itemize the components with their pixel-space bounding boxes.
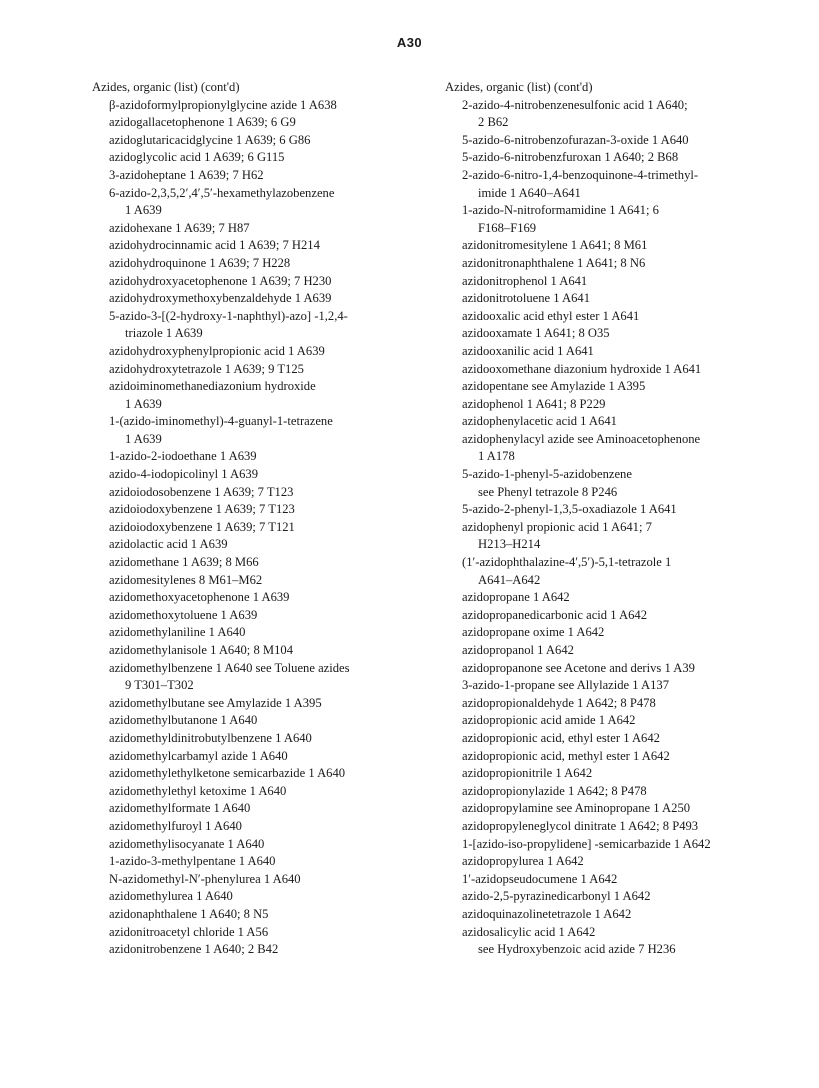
entry-text: azidopropane oxime 1 A642 <box>462 625 605 640</box>
entry-text: azidomethylbutane see Amylazide 1 A395 <box>109 695 322 710</box>
entry-text: azidoiodosobenzene 1 A639; 7 T123 <box>109 484 294 499</box>
entry-continuation: 1 A639 <box>125 203 162 218</box>
index-entry <box>445 695 785 713</box>
entry-list <box>445 97 785 959</box>
index-entry <box>92 836 422 854</box>
index-entry <box>445 818 785 836</box>
entry-text: 5-azido-1-phenyl-5-azidobenzene <box>462 467 632 482</box>
index-entry <box>445 660 785 678</box>
index-entry <box>92 220 422 238</box>
entry-text: azidomethylfuroyl 1 A640 <box>109 818 242 833</box>
entry-text: azidohydroxyacetophenone 1 A639; 7 H230 <box>109 273 332 288</box>
index-entry <box>92 888 422 906</box>
index-entry <box>92 765 422 783</box>
entry-text: N-azidomethyl-N′-phenylurea 1 A640 <box>109 871 301 886</box>
entry-text: azidopropionic acid, ethyl ester 1 A642 <box>462 730 660 745</box>
index-entry <box>445 149 785 167</box>
entry-text: azidohydrocinnamic acid 1 A639; 7 H214 <box>109 238 320 253</box>
entry-text: 5-azido-3-[(2-hydroxy-1-naphthyl)-azo] -1,2,4- <box>109 308 348 323</box>
index-entry <box>92 484 422 502</box>
index-entry <box>445 730 785 748</box>
index-entry <box>92 906 422 924</box>
index-entry <box>445 853 785 871</box>
entry-text: azidonitromesitylene 1 A641; 8 M61 <box>462 238 648 253</box>
entry-text: azidopropylurea 1 A642 <box>462 854 584 869</box>
index-entry <box>445 712 785 730</box>
index-entry <box>445 677 785 695</box>
index-entry <box>92 624 422 642</box>
index-entry <box>92 800 422 818</box>
index-entry <box>92 554 422 572</box>
entry-text: azidohydroxytetrazole 1 A639; 9 T125 <box>109 361 304 376</box>
index-entry <box>445 396 785 414</box>
index-column-right <box>445 79 785 959</box>
index-entry <box>92 97 422 115</box>
index-entry <box>445 589 785 607</box>
entry-continuation: 1 A639 <box>125 431 162 446</box>
entry-text: azidopropyleneglycol dinitrate 1 A642; 8 P493 <box>462 818 699 833</box>
entry-text: 5-azido-6-nitrobenzofurazan-3-oxide 1 A640 <box>462 132 689 147</box>
index-entry <box>92 308 422 343</box>
entry-text: azidopropionic acid amide 1 A642 <box>462 713 636 728</box>
index-column-left <box>92 79 422 959</box>
entry-text: azidomethylanisole 1 A640; 8 M104 <box>109 643 293 657</box>
entry-continuation: see Phenyl tetrazole 8 P246 <box>478 484 618 499</box>
index-entry <box>445 624 785 642</box>
entry-text: 5-azido-6-nitrobenzfuroxan 1 A640; 2 B68 <box>462 150 679 165</box>
entry-text: azidophenylacetic acid 1 A641 <box>462 414 617 429</box>
index-entry <box>92 343 422 361</box>
index-entry <box>445 202 785 237</box>
entry-continuation: H213–H214 <box>478 537 541 552</box>
entry-text: azidoiodoxybenzene 1 A639; 7 T121 <box>109 519 295 534</box>
entry-text: azidonitronaphthalene 1 A641; 8 N6 <box>462 255 646 270</box>
entry-continuation: 1 A178 <box>478 449 515 464</box>
index-entry <box>445 836 785 854</box>
entry-text: azidooxanilic acid 1 A641 <box>462 343 594 358</box>
entry-text: azidomethylurea 1 A640 <box>109 889 233 904</box>
entry-text: azidomethoxytoluene 1 A639 <box>109 607 258 622</box>
entry-continuation: 1 A639 <box>125 396 162 411</box>
index-entry <box>445 888 785 906</box>
index-entry <box>92 185 422 220</box>
index-entry <box>445 273 785 291</box>
index-entry <box>92 255 422 273</box>
entry-text: azidonitroacetyl chloride 1 A56 <box>109 924 269 939</box>
index-entry <box>445 255 785 273</box>
entry-text: azidomethylbenzene 1 A640 see Toluene azides <box>109 660 350 675</box>
index-entry <box>445 308 785 326</box>
index-entry <box>92 748 422 766</box>
entry-text: azidooxamate 1 A641; 8 O35 <box>462 326 610 341</box>
entry-text: azidoglycolic acid 1 A639; 6 G115 <box>109 150 285 165</box>
index-entry <box>445 906 785 924</box>
entry-text: azidogallacetophenone 1 A639; 6 G9 <box>109 115 296 130</box>
page-number: A30 <box>396 35 423 50</box>
entry-text: azidomethylaniline 1 A640 <box>109 625 246 640</box>
entry-text: azidohydroxymethoxybenzaldehyde 1 A639 <box>109 291 332 306</box>
index-entry <box>445 800 785 818</box>
entry-text: azido-2,5-pyrazinedicarbonyl 1 A642 <box>462 889 651 904</box>
entry-text: azidonitrotoluene 1 A641 <box>462 291 591 306</box>
index-entry <box>92 237 422 255</box>
index-entry <box>445 519 785 554</box>
index-entry <box>92 448 422 466</box>
entry-continuation: 2 B62 <box>478 115 509 130</box>
entry-text: azidomethoxyacetophenone 1 A639 <box>109 590 290 605</box>
index-entry <box>92 730 422 748</box>
entry-text: azidonaphthalene 1 A640; 8 N5 <box>109 906 269 921</box>
index-entry <box>445 343 785 361</box>
entry-text: azidopropionaldehyde 1 A642; 8 P478 <box>462 695 656 710</box>
entry-text: azidomethylformate 1 A640 <box>109 801 251 816</box>
index-entry <box>445 237 785 255</box>
index-entry <box>92 818 422 836</box>
entry-text: azidomethyldinitrobutylbenzene 1 A640 <box>109 730 312 745</box>
index-entry <box>445 97 785 132</box>
index-entry <box>92 853 422 871</box>
entry-text: 1-(azido-iminomethyl)-4-guanyl-1-tetrazene <box>109 414 333 429</box>
index-entry <box>445 361 785 379</box>
index-entry <box>445 290 785 308</box>
entry-text: azido-4-iodopicolinyl 1 A639 <box>109 467 259 482</box>
entry-text: 6-azido-2,3,5,2′,4′,5′-hexamethylazobenzene <box>109 185 335 200</box>
index-entry <box>445 501 785 519</box>
entry-text: azidonitrophenol 1 A641 <box>462 273 588 288</box>
index-entry <box>92 783 422 801</box>
index-entry <box>92 536 422 554</box>
entry-text: 1-azido-N-nitroformamidine 1 A641; 6 <box>462 203 659 218</box>
entry-text: 3-azido-1-propane see Allylazide 1 A137 <box>462 678 670 693</box>
index-entry <box>445 871 785 889</box>
index-entry <box>445 466 785 501</box>
entry-text: azidomethylethyl ketoxime 1 A640 <box>109 783 287 798</box>
index-entry <box>92 273 422 291</box>
index-entry <box>445 748 785 766</box>
index-entry <box>445 642 785 660</box>
index-entry <box>92 712 422 730</box>
entry-text: azidopropionitrile 1 A642 <box>462 766 593 781</box>
entry-text: azidomethylcarbamyl azide 1 A640 <box>109 748 288 763</box>
entry-text: 5-azido-2-phenyl-1,3,5-oxadiazole 1 A641 <box>462 502 677 517</box>
entry-continuation: see Hydroxybenzoic acid azide 7 H236 <box>478 942 676 957</box>
entry-continuation: triazole 1 A639 <box>125 326 203 341</box>
entry-text: azidomethylethylketone semicarbazide 1 A640 <box>109 766 346 781</box>
entry-text: 2-azido-6-nitro-1,4-benzoquinone-4-trimethyl- <box>462 167 699 182</box>
index-entry <box>92 660 422 695</box>
entry-text: azidopropanol 1 A642 <box>462 643 574 657</box>
index-entry <box>92 290 422 308</box>
entry-text: azidopropionylazide 1 A642; 8 P478 <box>462 783 647 798</box>
index-entry <box>92 413 422 448</box>
entry-text: (1′-azidophthalazine-4′,5′)-5,1-tetrazole 1 <box>462 555 672 570</box>
entry-text: azidohydroxyphenylpropionic acid 1 A639 <box>109 343 325 358</box>
column-heading: Azides, organic (list) (cont'd) <box>92 80 240 94</box>
index-entry <box>445 132 785 150</box>
index-entry <box>445 378 785 396</box>
index-entry <box>92 941 422 959</box>
entry-text: azidoiminomethanediazonium hydroxide <box>109 379 316 394</box>
index-entry <box>92 149 422 167</box>
entry-text: 2-azido-4-nitrobenzenesulfonic acid 1 A640; <box>462 97 688 112</box>
index-entry <box>445 765 785 783</box>
index-entry <box>92 695 422 713</box>
index-entry <box>92 378 422 413</box>
entry-text: azidomethylbutanone 1 A640 <box>109 713 258 728</box>
entry-continuation: imide 1 A640–A641 <box>478 185 581 200</box>
entry-text: azidopropane 1 A642 <box>462 590 570 605</box>
index-entry <box>92 132 422 150</box>
index-entry <box>92 501 422 519</box>
entry-text: azidooxomethane diazonium hydroxide 1 A641 <box>462 361 702 376</box>
entry-text: azidopropanedicarbonic acid 1 A642 <box>462 607 647 622</box>
entry-text: azidosalicylic acid 1 A642 <box>462 924 596 939</box>
index-entry <box>92 589 422 607</box>
entry-text: 3-azidoheptane 1 A639; 7 H62 <box>109 167 264 182</box>
entry-text: azidooxalic acid ethyl ester 1 A641 <box>462 308 640 323</box>
index-entry <box>92 871 422 889</box>
entry-text: azidonitrobenzene 1 A640; 2 B42 <box>109 942 279 957</box>
column-heading: Azides, organic (list) (cont'd) <box>445 80 593 94</box>
entry-text: 1-[azido-iso-propylidene] -semicarbazide 1 A642 <box>462 836 711 851</box>
entry-text: azidopropanone see Acetone and derivs 1 A39 <box>462 660 695 675</box>
entry-text: azidopropylamine see Aminopropane 1 A250 <box>462 801 691 816</box>
index-entry <box>92 924 422 942</box>
entry-text: azidoiodoxybenzene 1 A639; 7 T123 <box>109 502 295 517</box>
index-entry <box>445 554 785 589</box>
index-entry <box>445 167 785 202</box>
entry-continuation: 9 T301–T302 <box>125 678 194 693</box>
entry-text: 1′-azidopseudocumene 1 A642 <box>462 871 618 886</box>
entry-text: azidomesitylenes 8 M61–M62 <box>109 572 263 587</box>
entry-text: azidomethane 1 A639; 8 M66 <box>109 555 259 570</box>
index-entry <box>92 361 422 379</box>
entry-continuation: A641–A642 <box>478 572 541 587</box>
index-entry <box>92 519 422 537</box>
index-entry <box>92 607 422 625</box>
index-entry <box>92 572 422 590</box>
index-entry <box>445 607 785 625</box>
entry-text: 1-azido-2-iodoethane 1 A639 <box>109 449 257 464</box>
index-entry <box>92 466 422 484</box>
index-entry <box>445 783 785 801</box>
entry-text: azidoquinazolinetetrazole 1 A642 <box>462 906 632 921</box>
entry-text: azidolactic acid 1 A639 <box>109 537 228 552</box>
entry-text: azidophenyl propionic acid 1 A641; 7 <box>462 519 652 534</box>
entry-text: azidopropionic acid, methyl ester 1 A642 <box>462 748 670 763</box>
entry-text: azidophenylacyl azide see Aminoacetophenone <box>462 431 701 446</box>
entry-text: azidoglutaricacidglycine 1 A639; 6 G86 <box>109 132 311 147</box>
index-entry <box>445 413 785 431</box>
index-entry <box>445 924 785 959</box>
entry-text: azidohexane 1 A639; 7 H87 <box>109 220 250 235</box>
entry-text: azidohydroquinone 1 A639; 7 H228 <box>109 255 291 270</box>
entry-text: azidomethylisocyanate 1 A640 <box>109 836 265 851</box>
entry-text: azidophenol 1 A641; 8 P229 <box>462 396 606 411</box>
entry-text: 1-azido-3-methylpentane 1 A640 <box>109 854 276 869</box>
entry-list <box>92 97 422 959</box>
index-entry <box>92 114 422 132</box>
index-entry <box>92 167 422 185</box>
index-entry <box>445 325 785 343</box>
index-entry <box>92 642 422 660</box>
index-entry <box>445 431 785 466</box>
entry-text: β-azidoformylpropionylglycine azide 1 A638 <box>109 97 337 112</box>
entry-continuation: F168–F169 <box>478 220 537 235</box>
entry-text: azidopentane see Amylazide 1 A395 <box>462 379 646 394</box>
